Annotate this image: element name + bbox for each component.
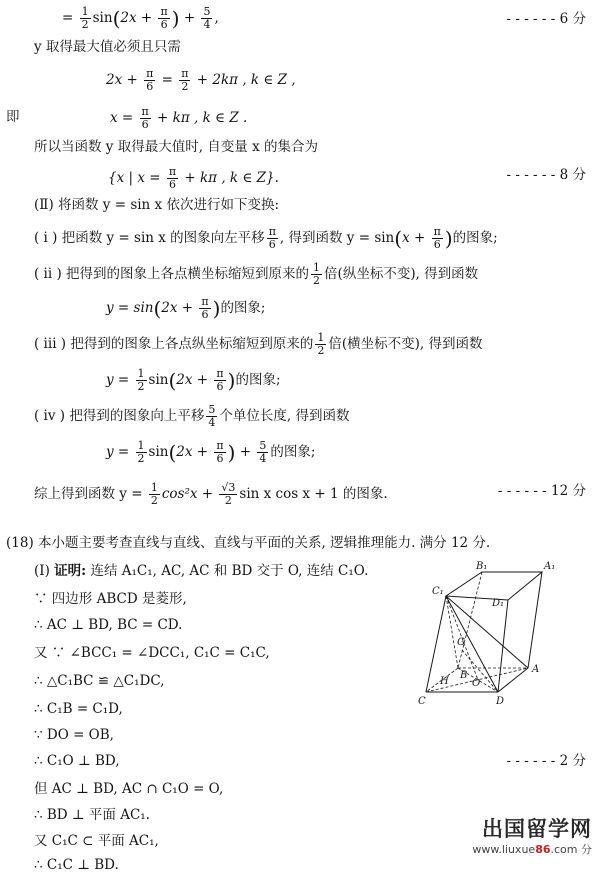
function-iv: y = $\frac{1}{2}$ sin(2x + $\frac{\pi}{6}$ ) + $\frac{5}{4}$ 的图象; — [106, 439, 316, 465]
vertex-label: C₁ — [432, 586, 444, 597]
step-iv: ( iv ) 把得到的图象向上平移 $\frac{5}{4}$ 个单位长度, 得到函数 — [34, 403, 350, 429]
prism-figure — [410, 556, 560, 706]
vertex-label: D — [496, 696, 505, 706]
step-iii: ( iii ) 把得到的图象上各点纵坐标缩短到原来的 $\frac{1}{2}$ 倍(横坐标不变), 得到函数 — [34, 331, 483, 357]
fraction: $\frac{5}{4}$ — [203, 5, 211, 31]
vertex-label: B — [460, 670, 468, 681]
text-line-7: (Ⅱ) 将函数 y = sin x 依次进行如下变换: — [34, 197, 279, 213]
vertex-label: A — [532, 664, 540, 675]
conclusion-line: 综上得到函数 y = $\frac{1}{2}$ cos²x + $\frac{√3}{2}$ sin x cos x + 1 的图象. — [34, 481, 388, 507]
problem-18-heading: (18) 本小题主要考查直线与直线、直线与平面的关系, 逻辑推理能力. 满分 12 分. — [6, 535, 491, 551]
label-ji: 即 — [6, 109, 20, 125]
vertex-label: C — [418, 696, 426, 706]
proof-line: ∴ AC ⊥ BD, BC = CD. — [34, 617, 183, 633]
proof-line: ∵ 四边形 ABCD 是菱形, — [34, 591, 187, 607]
equation-line-4: x = $\frac{\pi}{6}$ + kπ , k ∈ Z . — [110, 105, 248, 131]
vertex-label: D₁ — [492, 598, 505, 609]
fraction: $\frac{\pi}{6}$ — [160, 5, 168, 31]
proof-line: 又 ∵ ∠BCC₁ = ∠DCC₁, C₁C = C₁C, — [34, 645, 270, 661]
proof-line: ∵ DO = OB, — [34, 727, 114, 743]
vertex-label: O — [472, 678, 481, 689]
score-mark: - - - - - - 2 分 — [506, 753, 586, 769]
fraction: $\frac{1}{2}$ — [81, 5, 89, 31]
proof-line: 又 C₁C ⊂ 平面 AC₁, — [34, 833, 159, 849]
proof-line: ∴ C₁B = C₁D, — [34, 701, 123, 717]
watermark-title: 出国留学网 — [482, 817, 592, 841]
proof-line: 但 AC ⊥ BD, AC ∩ C₁O = O, — [34, 781, 224, 797]
vertex-label: G — [457, 637, 465, 648]
set-expression: {x | x = $\frac{\pi}{6}$ + kπ , k ∈ Z}. — [108, 165, 279, 191]
proof-start: (Ⅰ) 证明: 连结 A₁C₁, AC, AC 和 BD 交于 O, 连结 C₁O. — [34, 563, 369, 579]
text-line-2: y 取得最大值必须且只需 — [34, 39, 181, 55]
proof-line: ∴ C₁O ⊥ BD, — [34, 753, 120, 769]
vertex-label: H — [440, 676, 449, 687]
function-iii: y = $\frac{1}{2}$ sin(2x + $\frac{\pi}{6}$ )的图象; — [106, 367, 281, 393]
score-mark: - - - - - - 6 分 — [506, 11, 586, 27]
function-ii: y = sin(2x + $\frac{\pi}{6}$ )的图象; — [106, 295, 266, 321]
equation-line-3: 2x + $\frac{\pi}{6}$ = $\frac{\pi}{2}$ + 2kπ , k ∈ Z , — [106, 67, 296, 93]
score-mark: - - - - - - 8 分 — [506, 167, 586, 183]
text-line-5: 所以当函数 y 取得最大值时, 自变量 x 的集合为 — [34, 139, 318, 155]
proof-line: ∴ BD ⊥ 平面 AC₁. — [34, 807, 150, 823]
step-ii: ( ii ) 把得到的图象上各点横坐标缩短到原来的 $\frac{1}{2}$ 倍(纵坐标不变), 得到函数 — [34, 261, 479, 287]
vertex-label: B₁ — [476, 561, 488, 572]
proof-line: ∴ △C₁BC ≌ △C₁DC, — [34, 673, 165, 689]
proof-line: ∴ C₁C ⊥ BD. — [34, 857, 119, 873]
equation-line-1: = $\frac{1}{2}$ sin(2x + $\frac{\pi}{6}$ ) + $\frac{5}{4}$ , — [62, 5, 219, 31]
vertex-label: A₁ — [544, 561, 556, 572]
watermark-url: www.liuxue86.com 分 — [472, 843, 592, 856]
watermark — [472, 813, 592, 857]
step-i: ( i ) 把函数 y = sin x 的图象向左平移 $\frac{\pi}{6}$ , 得到函数 y = sin(x + $\frac{\pi}{6}$ )的图象; — [34, 225, 498, 251]
score-mark: - - - - - - 12 分 — [497, 483, 586, 499]
